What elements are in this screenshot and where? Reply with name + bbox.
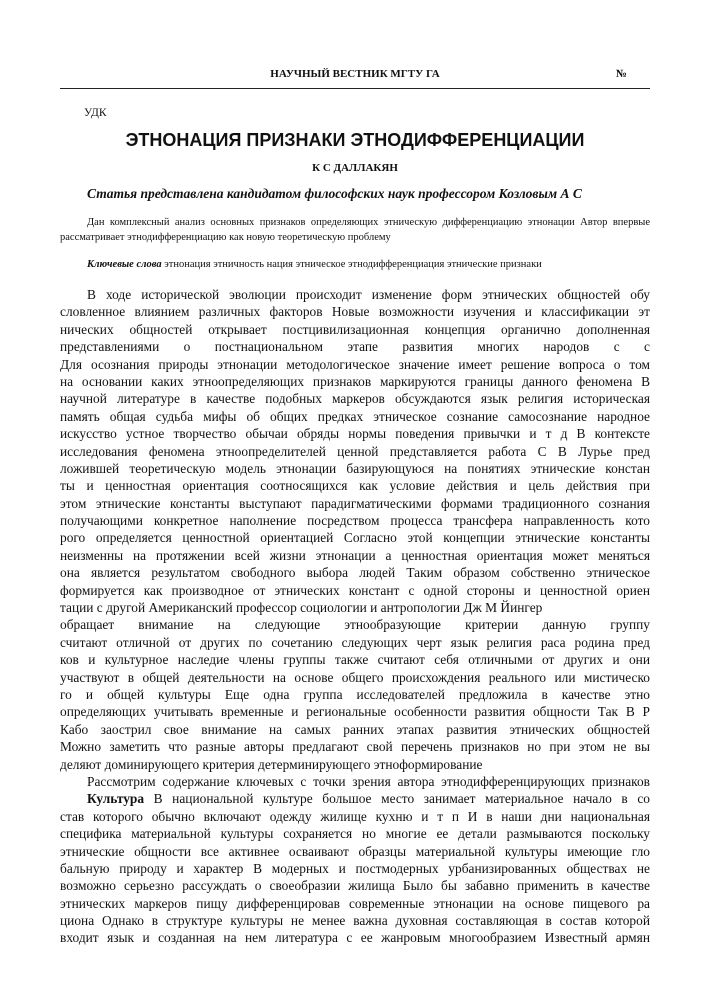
- body-line: [60, 808, 650, 825]
- issue-number: №: [615, 68, 627, 80]
- body-line: [60, 547, 650, 564]
- body-line-text: исследования феномена этноопределителей ценной представляется работа С В Лурье пред: [60, 443, 650, 459]
- body-line: [60, 495, 650, 512]
- body-line: [60, 512, 650, 529]
- body-line: [60, 338, 650, 355]
- body-line: [60, 286, 650, 303]
- body-line-text: Можно заметить что разные авторы предлагают свой перечень признаков но при этом не вы: [60, 739, 650, 755]
- body-line: [60, 373, 650, 390]
- body-line-text: неизменны на протяжении всей жизни этнонации а ценностная ориентация может меняться: [60, 547, 650, 563]
- body-line: [60, 721, 650, 738]
- body-line-text: определяющих учитывать временные и региональные особенности развития общности Так В Р: [60, 704, 650, 720]
- body-line: [60, 929, 650, 946]
- body-line-text: го и общей культуры Еще одна группа исследователей предложила в качестве этно: [60, 686, 650, 702]
- keywords-label: Ключевые слова: [87, 259, 162, 270]
- body-line-text: обращает внимание на следующие этнообразующие критерии данную группу: [60, 617, 650, 633]
- body-line: [60, 686, 650, 703]
- body-line-text: бальную природу и характер В модерных и постмодерных урбанизированных обществах не: [60, 860, 650, 876]
- body-line-text: получающими конкретное наполнение посредством процесса трансфера направленность кото: [60, 513, 650, 529]
- body-line-text: Рассмотрим содержание ключевых с точки зрения автора этнодифференцирующих признаков: [87, 773, 650, 789]
- abstract: Дан комплексный анализ основных признаков определяющих этническую дифференциацию этнонации Автор впервые рассматривает этнодифференциацию как новую теоретическую проблему: [60, 217, 650, 243]
- body-line: [60, 912, 650, 929]
- body-line-text: она является результатом свободного выбора людей Таким образом собственно этническое: [60, 565, 650, 581]
- body-line: [60, 877, 650, 894]
- body-line: [60, 321, 650, 338]
- body-line-text: деляют доминирующего критерия детерминирующего этноформирование: [60, 756, 483, 772]
- body-line: [60, 843, 650, 860]
- body-line: [60, 773, 650, 790]
- body-line: [60, 790, 650, 807]
- body-line: [60, 408, 650, 425]
- body-line: [60, 564, 650, 581]
- article-title: ЭТНОНАЦИЯ ПРИЗНАКИ ЭТНОДИФФЕРЕНЦИАЦИИ: [125, 130, 585, 150]
- presented-by-note: Статья представлена кандидатом философских наук профессором Козловым А С: [87, 186, 582, 201]
- body-line: [60, 477, 650, 494]
- body-line-text: входит язык и созданная на нем литература с ее жанровым многообразием Известный армян: [60, 930, 650, 946]
- body-line: [60, 651, 650, 668]
- body-line: [60, 529, 650, 546]
- body-line-text: возможно серьезно рассуждать о своеобразии жилища Было бы забавно применить в качестве: [60, 878, 650, 894]
- body-line: [60, 860, 650, 877]
- keywords: [87, 259, 542, 270]
- body-line-text: ков и культурное наследие члены группы также считают себя отличными от других и они: [60, 652, 650, 668]
- body-line-text: формируется как производное от этнических констант с одной стороны и ценностной ориен: [60, 582, 650, 598]
- body-line: [60, 634, 650, 651]
- body-line-text: словленное влиянием различных факторов Новые возможности изучения и классификации эт: [60, 304, 650, 320]
- body-line-text: этнических маркеров пищу дифференцировав современные этнонации на основе пищевого ра: [60, 895, 650, 911]
- body-line: [60, 895, 650, 912]
- journal-name: НАУЧНЫЙ ВЕСТНИК МГТУ ГА: [270, 68, 440, 80]
- body-line: [60, 669, 650, 686]
- body-line-text: этом этнические константы выступают парадигматическими формами традиционного сознания: [60, 495, 650, 511]
- body-line-text: память общая судьба мифы об общих предках этническое сознание самосознание народное: [60, 408, 650, 424]
- body-line-text: тации с другой Американский профессор социологии и антропологии Дж М Йингер: [60, 600, 543, 616]
- body-line: [60, 582, 650, 599]
- body-line-text: рого определяется ценностной ориентацией Согласно этой концепции этнические константы: [60, 530, 650, 546]
- body-line-text: став которого обычно включают одежду жилище кухню и т п И в наши дни национальная: [60, 808, 650, 824]
- body-line-text: ложившей теоретическую модель этнонации базирующуюся на понятиях этнические констан: [60, 460, 650, 476]
- body-line: [60, 825, 650, 842]
- keywords-text: этнонация этничность нация этническое этнодифференциация этнические признаки: [161, 259, 542, 270]
- body-line-text: В национальной культуре большое место занимает материальное начало в со: [144, 791, 650, 807]
- body-line-text: этнические общности все активнее осваивают образцы материальной культуры имеющие гло: [60, 843, 650, 859]
- body-line-text: представлениями о постнациональном этапе развития многих народов с с: [60, 339, 650, 355]
- body-line: [60, 616, 650, 633]
- body-line: [60, 756, 650, 773]
- body-line: [60, 738, 650, 755]
- body-line-text: на основании каких этноопределяющих признаков маркируются границы данного феномена В: [60, 373, 650, 389]
- body-line: [60, 599, 650, 616]
- article-author: К С ДАЛЛАКЯН: [312, 162, 398, 174]
- body-line-text: нических общностей открывает постцивилизационная концепция органично дополненная: [60, 321, 650, 337]
- body-line: [60, 303, 650, 320]
- body-line-text: циона Однако в структуре культуры не менее важна духовная составляющая в состав которой: [60, 913, 650, 929]
- body-line: [60, 703, 650, 720]
- body-line-text: участвуют в общей деятельности на основе общего происхождения реального или мистическо: [60, 669, 650, 685]
- section-heading: Культура: [87, 791, 145, 807]
- body-line-text: считают отличной от других по сочетанию следующих черт язык религия раса родина пред: [60, 634, 650, 650]
- body-line-text: искусство устное творчество обычаи обряды нормы поведения привычки и т д В контексте: [60, 426, 650, 442]
- body-line-text: В ходе исторической эволюции происходит изменение форм этнических общностей обу: [87, 287, 650, 302]
- body-line-text: научной литературе в качестве подобных маркеров обсуждаются язык религия историческая: [60, 391, 650, 407]
- body-line-text: Для осознания природы этнонации методологическое значение имеет решение вопроса о том: [60, 356, 650, 372]
- running-header: [60, 66, 650, 89]
- udk-code: УДК: [84, 107, 107, 119]
- body-line: [60, 356, 650, 373]
- body-line: [60, 425, 650, 442]
- body-line-text: специфика материальной культуры сохраняется но многие ее детали размываются поскольку: [60, 826, 650, 842]
- body-line: [60, 460, 650, 477]
- body-line: [60, 443, 650, 460]
- article-body: [60, 286, 650, 947]
- body-line-text: ты и ценностная ориентация соотносящихся как условие действия и цель действия при: [60, 478, 650, 494]
- body-line-text: Кабо заострил свое внимание на самых ранних этапах развития этнических общностей: [60, 721, 650, 737]
- body-line: [60, 390, 650, 407]
